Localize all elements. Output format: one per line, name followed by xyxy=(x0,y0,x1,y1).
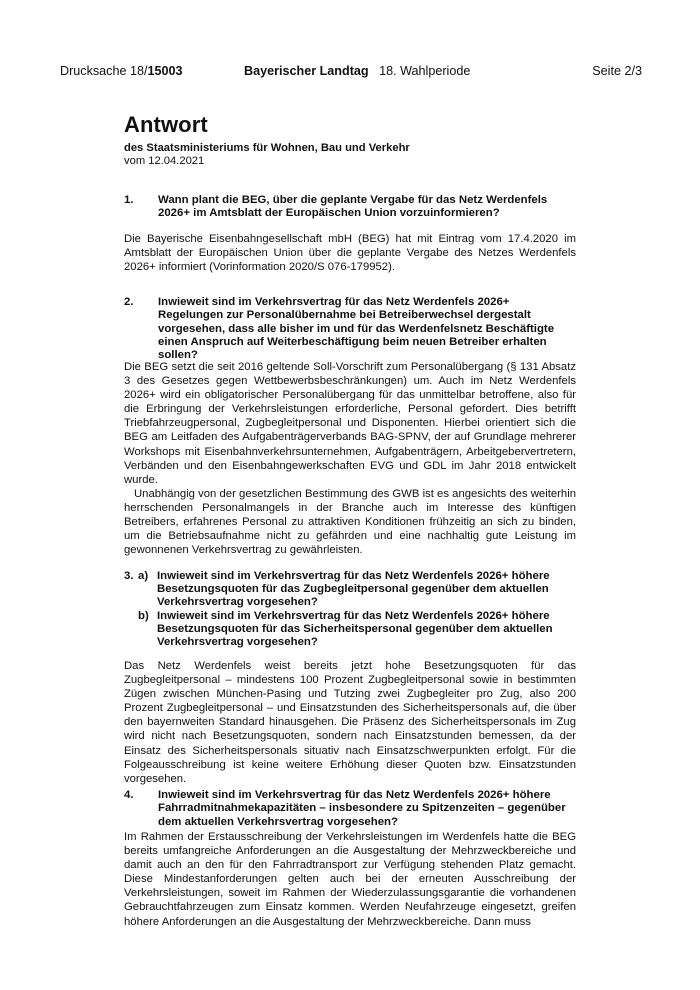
question-number: 4. xyxy=(124,789,134,801)
date-line: vom 12.04.2021 xyxy=(124,155,205,167)
question-number: 1. xyxy=(124,194,134,206)
question-1 xyxy=(124,194,576,221)
document-title: Antwort xyxy=(124,112,208,137)
subquestion-a-label: a) xyxy=(138,570,149,582)
subquestion-a-text: Inwieweit sind im Verkehrsvertrag für das Netz Werdenfels 2026+ höhere Besetzungsquoten für das Zugbegleitpersonal gegenüber dem aktuellen Verkehrsvertrag vorgesehen? xyxy=(157,570,550,609)
answer-1 xyxy=(124,232,576,274)
question-number: 2. xyxy=(124,296,134,308)
answer-paragraph: Im Rahmen der Erstausschreibung der Verkehrsleistungen im Werdenfels hatte die BEG bereits umfangreiche Anforderungen an die Ausgestaltung der Mehrzweckbereiche und damit auch an den für den Fahrradtransport zur Verfügung stehenden Platz gemacht. Diese Mindestanforderungen gelten auch bei der erneuten Ausschreibung der Verkehrsleistungen, soweit im Rahmen der Wiederzulassungsgarantie die vorhandenen Gebrauchtfahrzeugen zum Einsatz kommen. Werden Neufahrzeuge eingesetzt, greifen höhere Anforderungen an die Ausgestaltung der Mehrzweckbereiche. Dann muss xyxy=(124,831,576,928)
landtag-name: Bayerischer Landtag xyxy=(244,64,369,78)
wahlperiode: 18. Wahlperiode xyxy=(379,64,471,78)
subquestion-b-label: b) xyxy=(138,609,149,622)
question-text: Wann plant die BEG, über die geplante Vergabe für das Netz Werdenfels 2026+ im Amtsblatt der Europäischen Union vorzuinformieren? xyxy=(158,194,548,220)
question-2 xyxy=(124,296,576,362)
question-number: 3. xyxy=(124,570,134,582)
answer-paragraph: Unabhängig von der gesetzlichen Bestimmung des GWB ist es angesichts des weiterhin herrschenden Personalmangels in der Branche auch im Interesse des künftigen Betreibers, erfahrenes Personal zu attraktiven Konditionen frühzeitig an sich zu binden, um die Betriebsaufnahme nicht zu gefährden und eine nachhaltig gute Leistung im gewonnenen Verkehrsvertrag zu gewährleisten. xyxy=(124,487,576,557)
answer-2 xyxy=(124,360,576,557)
answer-paragraph: Die BEG setzt die seit 2016 geltende Soll-Vorschrift zum Personalübergang (§ 131 Absatz 3 des Gesetzes gegen Wettbewerbsbeschränkungen) um. Auch im Netz Werdenfels 2026+ wird ein obligatorischer Personalübergang für das unmittelbar betroffene, also für die Erbringung der Verkehrsleistungen erforderliche, Personal gefordert. Dies betrifft Triebfahrzeugpersonal, Zugbegleitpersonal und Disponenten. Hierbei orientiert sich die BEG am Leitfaden des Aufgabenträgerverbands BAG-SPNV, der auf Grundlage mehrerer Workshops mit Eisenbahnverkehrsunternehmen, Aufgabenträgern, Arbeitgebervertretern, Verbänden und den Eisenbahngewerkschaften EVG und GDL im Jahr 2018 entwickelt wurde. xyxy=(124,361,576,486)
page-header xyxy=(60,64,642,80)
ministry-line: des Staatsministeriums für Wohnen, Bau und Verkehr xyxy=(124,142,410,154)
drucksache-label: Drucksache 18/15003 xyxy=(60,64,183,78)
answer-4 xyxy=(124,830,576,929)
answer-paragraph: Das Netz Werdenfels weist bereits jetzt hohe Besetzungsquoten für das Zugbegleitpersonal – mindestens 100 Prozent Zugbegleitpersonal sowie in bestimmten Zügen zwischen München-Pasing und Tutzing zwei Zugbegleiter pro Zug, also 200 Prozent Zugbegleitpersonal – und Einsatzstunden des Sicherheitspersonals auf, die über den bayernweiten Standard hinausgehen. Die Präsenz des Sicherheitspersonals im Zug wird nicht nach Besetzungsquoten, sondern nach Einsatzstunden bemessen, da der Einsatz des Sicherheitspersonals situativ nach Einsatzschwerpunkten erfolgt. Für die Folgeausschreibung ist keine weitere Erhöhung dieser Quoten bzw. Einsatzstunden vorgesehen. xyxy=(124,660,576,785)
question-3 xyxy=(124,570,576,649)
landtag-info xyxy=(244,64,470,78)
answer-3 xyxy=(124,659,576,786)
subquestion-b-text: Inwieweit sind im Verkehrsvertrag für das Netz Werdenfels 2026+ höhere Besetzungsquoten für das Sicherheitspersonal gegenüber dem aktuellen Verkehrsvertrag vorgesehen? xyxy=(157,609,553,649)
question-text: Inwieweit sind im Verkehrsvertrag für das Netz Werdenfels 2026+ Regelungen zur Personalübernahme bei Betreiberwechsel dergestalt vorgesehen, dass alle bisher im und für das Werdenfelsnetz Beschäftigte einen Anspruch auf Weiterbeschäftigung beim neuen Betreiber erhalten sollen? xyxy=(158,296,555,362)
answer-paragraph: Die Bayerische Eisenbahngesellschaft mbH (BEG) hat mit Eintrag vom 17.4.2020 im Amtsblatt der Europäischen Union über die geplante Vergabe des Netzes Werdenfels 2026+ informiert (Vorinformation 2020/S 076-179952). xyxy=(124,233,576,274)
question-text: Inwieweit sind im Verkehrsvertrag für das Netz Werdenfels 2026+ höhere Fahrradmitnahmekapazitäten – insbesondere zu Spitzenzeiten – gegenüber dem aktuellen Verkehrsvertrag vorgesehen? xyxy=(158,789,566,828)
drucksache-number: 15003 xyxy=(147,64,183,78)
question-4 xyxy=(124,789,576,829)
page-number: Seite 2/3 xyxy=(592,64,642,78)
